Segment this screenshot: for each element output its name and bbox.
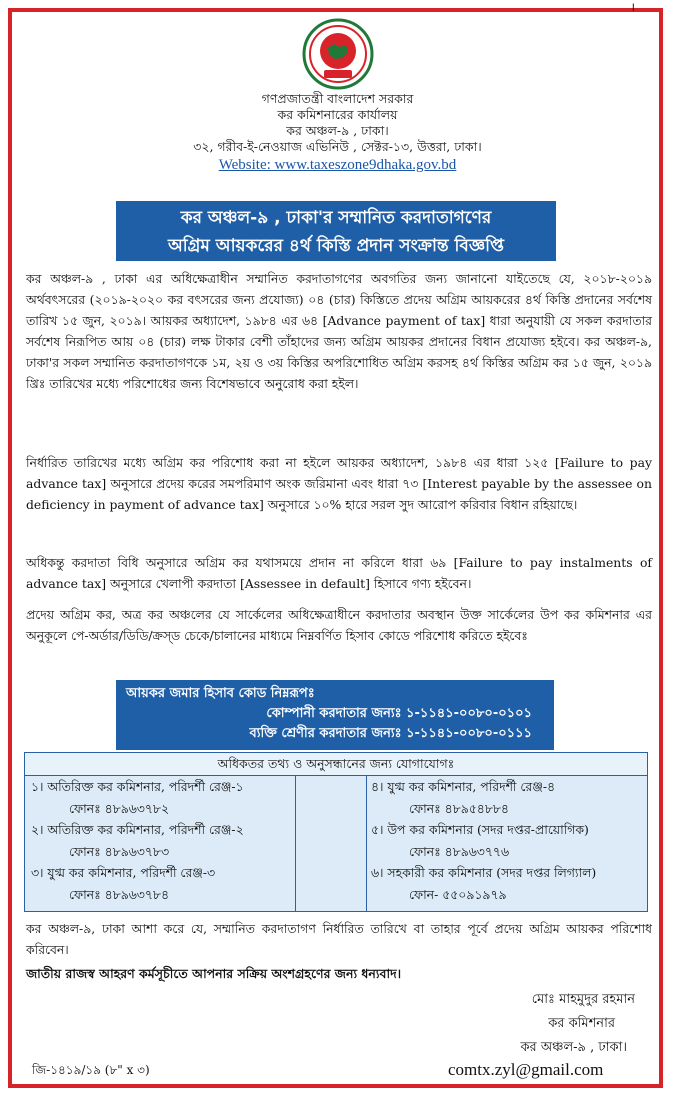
contact-title: ৩। যুগ্ম কর কমিশনার, পরিদর্শী রেঞ্জ-৩ [31, 865, 216, 880]
office-address: ৩২, গরীব-ই-নেওয়াজ এভিনিউ , সেক্টর-১৩, উত্তরা, ঢাকা। [193, 139, 482, 154]
closing-text: কর অঞ্চল-৯, ঢাকা আশা করে যে, সম্মানিত করদাতাগণ নির্ধারিত তারিখে বা তাহার পূর্বে প্রদেয় অগ্রিম আয়কর পরিশোধ করিবেন। [26, 921, 652, 957]
contact-heading: অধিকতর তথ্য ও অনুসন্ধানের জন্য যোগাযোগঃ [25, 753, 647, 776]
account-code-box [116, 680, 554, 750]
company-code: কোম্পানী করদাতার জন্যঃ ১-১১৪১-০০৮০-০১০১ [266, 706, 532, 721]
contact-title: ৬। সহকারী কর কমিশনার (সদর দপ্তর লিগ্যাল) [371, 865, 597, 880]
zone-name: কর অঞ্চল-৯ , ঢাকা। [286, 123, 389, 138]
contact-column-left [31, 776, 244, 905]
individual-code: ব্যক্তি শ্রেণীর করদাতার জন্যঃ ১-১১৪১-০০৮০-০১১১ [249, 726, 532, 741]
title-line-1: কর অঞ্চল-৯ , ঢাকা'র সম্মানিত করদাতাগণের [180, 208, 492, 228]
contact-title: ১। অতিরিক্ত কর কমিশনার, পরিদর্শী রেঞ্জ-১ [31, 779, 244, 794]
thanks-text: জাতীয় রাজস্ব আহরণ কর্মসূচীতে আপনার সক্রিয় অংশগ্রহণের জন্য ধন্যবাদ। [26, 966, 402, 981]
contact-title: ২। অতিরিক্ত কর কমিশনার, পরিদর্শী রেঞ্জ-২ [31, 822, 244, 837]
reference-code: জি-১৪১৯/১৯ (৮" x ৩) [32, 1063, 150, 1077]
contact-title: ৫। উপ কর কমিশনার (সদর দপ্তর-প্রায়োগিক) [371, 822, 589, 837]
contact-phone: ফোনঃ ৪৮৯৬৩৭৮২ [69, 800, 170, 816]
contact-table [24, 752, 648, 912]
contact-title: ৪। যুগ্ম কর কমিশনার, পরিদর্শী রেঞ্জ-৪ [371, 779, 556, 794]
paragraph-3: অধিকন্তু করদাতা বিধি অনুসারে অগ্রিম কর যথাসময়ে প্রদান না করিলে ধারা ৬৯ [Failure to pay instalments of advance tax] অনুসারে খেলাপী করদাতা [Assessee in default] হিসাবে গণ্য হইবেন। [26, 555, 652, 591]
office-name: কর কমিশনারের কার্যালয় [277, 107, 398, 122]
paragraph-2: নির্ধারিত তারিখের মধ্যে অগ্রিম কর পরিশোধ করা না হইলে আয়কর অধ্যাদেশ, ১৯৮৪ এর ধারা ১২৫ [Failure to pay advance tax] অনুসারে প্রদেয় করের সমপরিমাণ অংক জরিমানা এবং ধারা ৭৩ [Interest payable by the assessee on deficiency in payment of advance tax] অনুসারে ১০% হারে সরল সুদ আরোপ করিবার বিধান রহিয়াছে। [26, 455, 652, 512]
contact-table-divider [295, 776, 367, 912]
corner-mark: । [630, 0, 635, 14]
contact-phone: ফোনঃ ৪৮৯৬৩৭৮৩ [69, 843, 170, 859]
notice-title [116, 201, 556, 261]
code-heading: আয়কর জমার হিসাব কোড নিম্নরূপঃ [126, 686, 315, 701]
signatory-name: মোঃ মাহমুদুর রহমান [531, 992, 635, 1007]
signatory-office: কর অঞ্চল-৯ , ঢাকা। [520, 1040, 627, 1055]
paragraph-1: কর অঞ্চল-৯ , ঢাকা এর অধিক্ষেত্রাধীন সম্মানিত করদাতাগণের অবগতির জন্য জানানো যাইতেছে যে, ২০১৮-২০১৯ অর্থবৎসরের (২০১৯-২০২০ কর বৎসরের জন্য প্রযোজ্য) ০৪ (চার) কিস্তিতে প্রদেয় অগ্রিম আয়করের ৪র্থ কিস্তি প্রদানের সর্বশেষ তারিখ ১৫ জুন, ২০১৯। আয়কর অধ্যাদেশ, ১৯৮৪ এর ৬৪ [Advance payment of tax] ধারা অনুযায়ী যে সকল করদাতার সর্বশেষ নিরূপিত আয় ০৪ (চার) লক্ষ টাকার বেশী তাঁহাদের জন্য অগ্রিম আয়কর প্রদানের বিধান প্রযোজ্য হইবে। কর অঞ্চল-৯, ঢাকা'র সকল সম্মানিত করদাতাগণকে ১ম, ২য় ও ৩য় কিস্তির অপরিশোধিত অগ্রিম করসহ ৪র্থ কিস্তির অগ্রিম কর ১৫ জুন, ২০১৯ খ্রিঃ তারিখের মধ্যে পরিশোধের জন্য বিশেষভাবে অনুরোধ করা হইল। [26, 271, 652, 391]
signatory-designation: কর কমিশনার [548, 1016, 615, 1031]
contact-phone: ফোনঃ ৪৮৯৬৩৭৮৪ [69, 886, 169, 902]
contact-phone: ফোনঃ ৪৮৯৫৪৮৮৪ [409, 800, 509, 816]
govt-name: গণপ্রজাতন্ত্রী বাংলাদেশ সরকার [261, 91, 414, 106]
government-seal-icon [302, 18, 374, 90]
title-line-2: অগ্রিম আয়করের ৪র্থ কিস্তি প্রদান সংক্রান্ত বিজ্ঞপ্তি [168, 236, 504, 256]
contact-phone: ফোনঃ ৪৮৯৬৩৭৭৬ [409, 843, 510, 859]
paragraph-4: প্রদেয় অগ্রিম কর, অত্র কর অঞ্চলের যে সার্কেলের অধিক্ষেত্রাধীনে করদাতার অবস্থান উক্ত সার্কেলের উপ কর কমিশনার এর অনুকূলে পে-অর্ডার/ডিডি/ক্রস্ড চেকে/চালানের মাধ্যমে নিম্নবর্ণিত হিসাব কোডে পরিশোধ করিতে হইবেঃ [26, 607, 652, 643]
website-link[interactable]: Website: www.taxeszone9dhaka.gov.bd [218, 157, 457, 173]
contact-email[interactable]: comtx.zyl@gmail.com [448, 1060, 604, 1079]
contact-phone: ফোন- ৫৫০৯১৯৭৯ [409, 886, 507, 902]
contact-column-right [371, 776, 596, 905]
